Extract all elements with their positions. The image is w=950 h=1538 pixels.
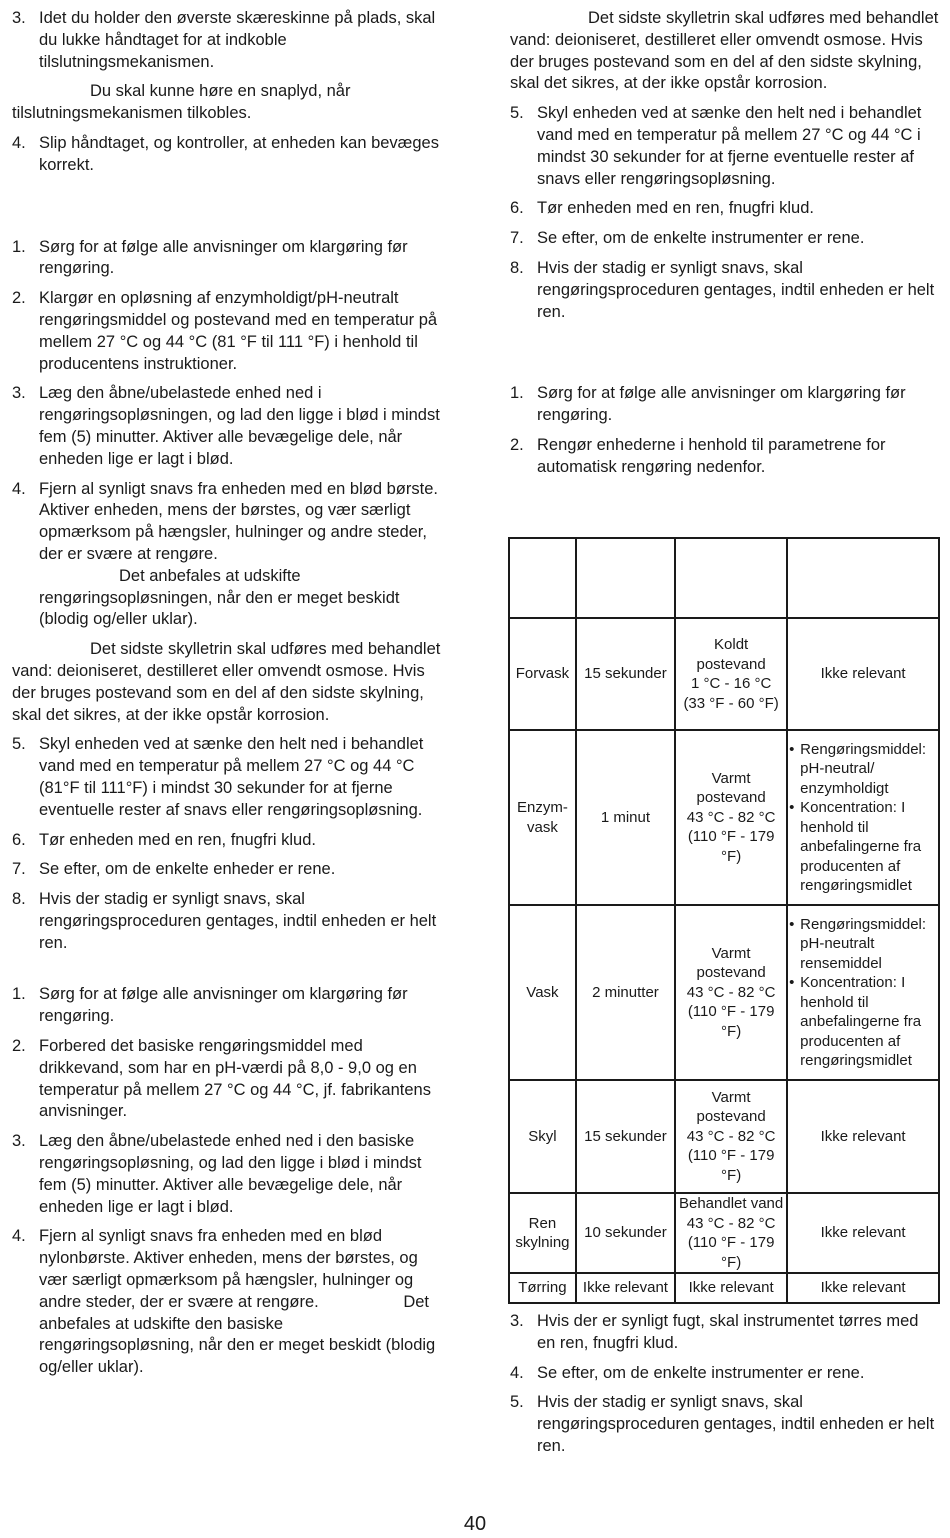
water-cell: Behandlet vand 43 °C - 82 °C (110 °F - 179 °F) <box>675 1193 787 1273</box>
table-row <box>509 730 939 905</box>
step-text: Læg den åbne/ubelastede enhed ned i rengøringsopløsningen, og lad den ligge i blød i mindst fem (5) minutter. Aktiver alle bevægelige dele, når enheden lige er lagt i blød. <box>39 384 440 468</box>
step-text: Hvis der stadig er synligt snavs, skal rengøringsproceduren gentages, indtil enheden er helt ren. <box>537 258 935 321</box>
list-item: 8. Hvis der stadig er synligt snavs, skal rengøringsproceduren gentages, indtil enheden er helt ren. <box>12 890 437 952</box>
step-note: Det anbefales at udskifte den basiske rengøringsopløsning, når den er meget beskidt (blodig og/eller uklar). <box>39 1292 436 1377</box>
phase-cell: Forvask <box>509 618 576 730</box>
phase-cell: Enzym-vask <box>509 730 576 905</box>
step-text: Sørg for at følge alle anvisninger om klargøring før rengøring. <box>39 985 408 1026</box>
phase-cell: Ren skylning <box>509 1193 576 1273</box>
list-item: 5. Hvis der stadig er synligt snavs, skal rengøringsproceduren gentages, indtil enheden er helt ren. <box>510 1393 935 1455</box>
step-text: Tør enheden med en ren, fnugfri klud. <box>39 830 316 849</box>
steps-list-right-c <box>510 1311 940 1458</box>
notes-cell: Ikke relevant <box>787 1193 939 1273</box>
list-item: 2. Klargør en opløsning af enzymholdigt/pH-neutralt rengøringsmiddel og postevand med en temperatur på mellem 27 °C og 44 °C (81 °F til 111 °F) i henhold til producentens instruktioner. <box>12 289 438 373</box>
table-header-row <box>509 538 939 618</box>
list-item: 3. Læg den åbne/ubelastede enhed ned i den basiske rengøringsopløsning, og lad den ligge i blød i mindst fem (5) minutter. Aktiver alle bevægelige dele, når enheden lige er lagt i blød. <box>12 1132 422 1216</box>
table-header-cell <box>576 538 675 618</box>
list-item: 4. Fjern al synligt snavs fra enheden med en blød børste. Aktiver enheden, mens der børstes, og vær særligt opmærksom på hængsler, hulninger og andre steder, der er svære at rengøre. Det anbefales at udskifte rengøringsopløsningen, når den er meget beskidt (blodig og/eller uklar). <box>12 479 438 629</box>
step-text: Sørg for at følge alle anvisninger om klargøring før rengøring. <box>39 237 408 278</box>
list-item: 4. Fjern al synligt snavs fra enheden med en blød nylonbørste. Aktiver enheden, mens der børstes, og vær særligt opmærksom på hængsler, hulninger og andre steder, der er svære at rengøre. Det anbefales at udskifte den basiske rengøringsopløsning, når den er meget beskidt (blodig og/eller uklar). <box>12 1227 436 1377</box>
water-cell: Koldt postevand 1 °C - 16 °C (33 °F - 60 °F) <box>675 618 787 730</box>
list-item: 5. Skyl enheden ved at sænke den helt ned i behandlet vand med en temperatur på mellem 27 °C og 44 °C i mindst 30 sekunder for at fjerne eventuelle rester af snavs eller rengøringsopløsning. <box>510 104 922 188</box>
steps-list-right-a <box>510 103 940 323</box>
step-text: Læg den åbne/ubelastede enhed ned i den basiske rengøringsopløsning, og lad den ligge i blød i mindst fem (5) minutter. Aktiver alle bevægelige dele, når enheden lige er lagt i blød. <box>39 1132 422 1216</box>
table-row <box>509 1273 939 1303</box>
list-item: 4. Slip håndtaget, og kontroller, at enheden kan bevæges korrekt. <box>12 133 439 174</box>
list-item: 2. Rengør enhederne i henhold til parametrene for automatisk rengøring nedenfor. <box>510 435 886 476</box>
list-item: 3. Læg den åbne/ubelastede enhed ned i rengøringsopløsningen, og lad den ligge i blød i mindst fem (5) minutter. Aktiver alle bevægelige dele, når enheden lige er lagt i blød. <box>12 384 440 468</box>
manual-cleaning-steps <box>12 237 442 632</box>
time-cell: 1 minut <box>576 730 675 905</box>
time-cell: 15 sekunder <box>576 1080 675 1193</box>
step-text: Rengør enhederne i henhold til parametrene for automatisk rengøring nedenfor. <box>537 435 886 476</box>
step-text: Se efter, om de enkelte instrumenter er rene. <box>537 229 865 248</box>
automatic-cleaning-steps <box>510 383 940 478</box>
time-cell: 10 sekunder <box>576 1193 675 1273</box>
step-text: Klargør en opløsning af enzymholdigt/pH-neutralt rengøringsmiddel og postevand med en temperatur på mellem 27 °C og 44 °C (81 °F til 111 °F) i henhold til producentens instruktioner. <box>39 289 438 373</box>
water-cell: Varmt postevand 43 °C - 82 °C (110 °F - 179 °F) <box>675 730 787 905</box>
step-text: Slip håndtaget, og kontroller, at enheden kan bevæges korrekt. <box>39 133 439 174</box>
list-item: 4. Se efter, om de enkelte instrumenter er rene. <box>510 1363 865 1382</box>
table-row <box>509 1193 939 1273</box>
table-header-cell <box>787 538 939 618</box>
step-text: Fjern al synligt snavs fra enheden med en blød børste. Aktiver enheden, mens der børstes, og vær særligt opmærksom på hængsler, hulninger og andre steder, der er svære at rengøre. <box>39 479 438 563</box>
step-text: Hvis der er synligt fugt, skal instrumentet tørres med en ren, fnugfri klud. <box>537 1312 919 1352</box>
list-item: 5. Skyl enheden ved at sænke den helt ned i behandlet vand med en temperatur på mellem 27 °C og 44 °C (81°F til 111°F) i mindst 30 sekunder for at fjerne eventuelle rester af snavs eller rengøringsopløsning. <box>12 735 424 819</box>
notes-cell: Ikke relevant <box>787 618 939 730</box>
list-item: 3. Hvis der er synligt fugt, skal instrumentet tørres med en ren, fnugfri klud. <box>510 1312 919 1352</box>
step-text: Se efter, om de enkelte enheder er rene. <box>39 860 336 879</box>
step-text: Hvis der stadig er synligt snavs, skal rengøringsproceduren gentages, indtil enheden er helt ren. <box>39 890 437 952</box>
step-text: Idet du holder den øverste skæreskinne på plads, skal du lukke håndtaget for at indkoble tilslutningsmekanismen. <box>39 9 436 71</box>
list-item: 1. Sørg for at følge alle anvisninger om klargøring før rengøring. <box>12 237 408 278</box>
step-text: Hvis der stadig er synligt snavs, skal rengøringsproceduren gentages, indtil enheden er helt ren. <box>537 1393 935 1455</box>
table-header-cell <box>675 538 787 618</box>
note-snap: Du skal kunne høre en snaplyd, når tilslutningsmekanismen tilkobles. <box>12 82 351 123</box>
note-final-rinse: Det sidste skylletrin skal udføres med behandlet vand: deioniseret, destilleret eller omvendt osmose. Hvis der bruges postevand som en del af den sidste skylning, skal det sikres, at der ikke opstår korrosion. <box>510 9 939 93</box>
phase-cell: Skyl <box>509 1080 576 1193</box>
right-column-bottom <box>510 1311 940 1466</box>
phase-cell: Vask <box>509 905 576 1080</box>
list-item: 1. Sørg for at følge alle anvisninger om klargøring før rengøring. <box>12 985 408 1026</box>
list-item: 7. Se efter, om de enkelte instrumenter er rene. <box>510 229 865 248</box>
water-cell: Ikke relevant <box>675 1273 787 1303</box>
steps-list-a <box>12 8 442 73</box>
right-column <box>510 8 940 487</box>
list-item: 1. Sørg for at følge alle anvisninger om klargøring før rengøring. <box>510 384 906 425</box>
notes-cell: • Rengøringsmiddel: pH-neutralt rensemiddel • Koncentration: I henhold til anbefalingerne fra producenten af rengøringsmidlet <box>787 905 939 1080</box>
step-text: Se efter, om de enkelte instrumenter er rene. <box>537 1363 865 1382</box>
note-final-rinse: Det sidste skylletrin skal udføres med behandlet vand: deioniseret, destilleret eller omvendt osmose. Hvis der bruges postevand som en del af den sidste skylning, skal det sikres, at der ikke opstår korrosion. <box>12 640 441 724</box>
table-row <box>509 1080 939 1193</box>
step-text: Skyl enheden ved at sænke den helt ned i behandlet vand med en temperatur på mellem 27 °C og 44 °C i mindst 30 sekunder for at fjerne eventuelle rester af snavs eller rengøringsopløsning. <box>537 104 922 188</box>
phase-cell: Tørring <box>509 1273 576 1303</box>
table-row <box>509 618 939 730</box>
automatic-cleaning-table <box>508 537 940 1304</box>
basic-cleaning-steps <box>12 984 442 1379</box>
step-text: Fjern al synligt snavs fra enheden med en blød nylonbørste. Aktiver enheden, mens der børstes, og vær særligt opmærksom på hængsler, hulninger og andre steder, der er svære at rengøre. <box>39 1227 418 1311</box>
page-number: 40 <box>463 1513 487 1535</box>
list-item: 6. Tør enheden med en ren, fnugfri klud. <box>12 830 316 849</box>
steps-list-b <box>12 133 442 177</box>
table-row <box>509 905 939 1080</box>
list-item: 2. Forbered det basiske rengøringsmiddel med drikkevand, som har en pH-værdi på 8,0 - 9,0 og en temperatur på mellem 27 °C og 44 °C, jf. fabrikantens anvisninger. <box>12 1037 431 1121</box>
step-note: Det anbefales at udskifte rengøringsopløsningen, når den er meget beskidt (blodig og/eller uklar). <box>39 566 400 629</box>
list-item: 8. Hvis der stadig er synligt snavs, skal rengøringsproceduren gentages, indtil enheden er helt ren. <box>510 258 935 321</box>
step-text: Tør enheden med en ren, fnugfri klud. <box>537 199 814 218</box>
water-cell: Varmt postevand 43 °C - 82 °C (110 °F - 179 °F) <box>675 905 787 1080</box>
time-cell: Ikke relevant <box>576 1273 675 1303</box>
list-item: 7. Se efter, om de enkelte enheder er rene. <box>12 860 336 879</box>
table-header-cell <box>509 538 576 618</box>
steps-list-d <box>12 734 442 954</box>
notes-cell: Ikke relevant <box>787 1080 939 1193</box>
step-text: Sørg for at følge alle anvisninger om klargøring før rengøring. <box>537 384 906 425</box>
step-text: Forbered det basiske rengøringsmiddel med drikkevand, som har en pH-værdi på 8,0 - 9,0 og en temperatur på mellem 27 °C og 44 °C, jf. fabrikantens anvisninger. <box>39 1037 431 1121</box>
list-item: 3. Idet du holder den øverste skæreskinne på plads, skal du lukke håndtaget for at indkoble tilslutningsmekanismen. <box>12 9 436 71</box>
list-item: 6. Tør enheden med en ren, fnugfri klud. <box>510 199 814 218</box>
time-cell: 15 sekunder <box>576 618 675 730</box>
notes-cell: • Rengøringsmiddel: pH-neutral/ enzymholdigt • Koncentration: I henhold til anbefalingerne fra producenten af rengøringsmidlet <box>787 730 939 905</box>
step-text: Skyl enheden ved at sænke den helt ned i behandlet vand med en temperatur på mellem 27 °C og 44 °C (81°F til 111°F) i mindst 30 sekunder for at fjerne eventuelle rester af snavs eller rengøringsopløsning. <box>39 735 424 819</box>
time-cell: 2 minutter <box>576 905 675 1080</box>
notes-cell: Ikke relevant <box>787 1273 939 1303</box>
water-cell: Varmt postevand 43 °C - 82 °C (110 °F - 179 °F) <box>675 1080 787 1193</box>
left-column <box>12 8 442 1387</box>
